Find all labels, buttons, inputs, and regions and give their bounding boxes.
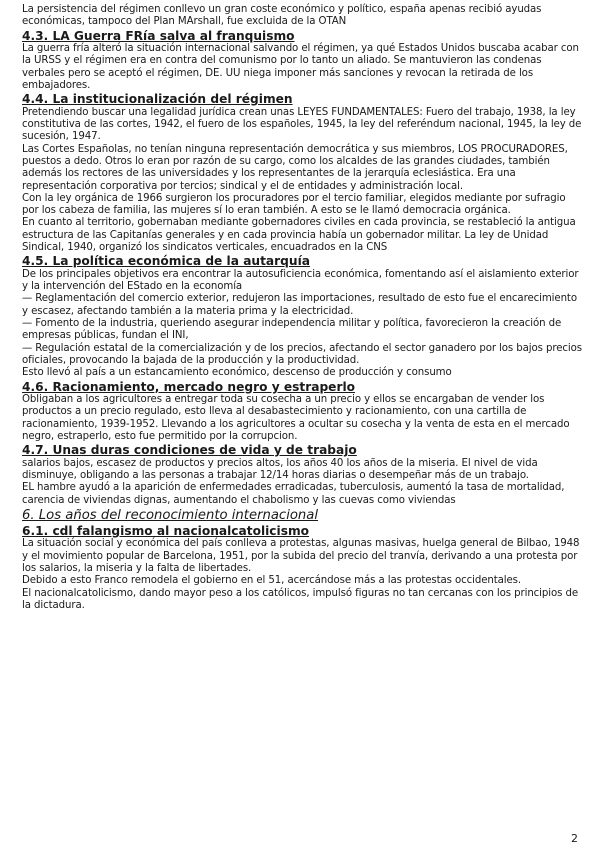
list-item: — Regulación estatal de la comercialización y de los precios, afectando el sector ganadero por los bajos precios oficiales, provocando la bajada de la producción y la productividad.: [22, 342, 582, 366]
paragraph: Obligaban a los agricultores a entregar toda su cosecha a un precio y ellos se encargaban de vender los productos a un precio regulado, esto lleva al desabastecimiento y racionamiento, con una cartilla de racionamiento, 1939-1952. Llevando a los agricultores a ocultar su cosecha y la venta de esta en el mercado negro, estraperlo, esto fue permitido por la corrupcion.: [22, 394, 570, 442]
paragraph: Con la ley orgánica de 1966 surgieron los procuradores por el tercio familiar, elegidos mediante por sufragio por los cabeza de familia, las mujeres sí lo eran también. A esto se le llamó democracia orgánica.: [22, 192, 566, 217]
list-item: — Reglamentación del comercio exterior, redujeron las importaciones, resultado de esto fue el encarecimiento y escasez, afectando también a la materia prima y la electricidad.: [22, 293, 577, 317]
paragraph: Las Cortes Españolas, no tenían ninguna representación democrática y sus miembros, LOS PROCURADORES, puestos a dedo. Otros lo eran por razón de su cargo, como los alcaldes de las grandes ciudades, también además los rectores de las universidades y los representantes de la jerarquía eclesiástica. Era una representación corporativa por tercios; sindical y el de entidades y administración local.: [22, 143, 568, 192]
heading-4-7: 4.7. Unas duras condiciones de vida y de trabajo: [22, 443, 357, 458]
heading-4-3: 4.3. LA Guerra FRía salva al franquismo: [22, 28, 295, 43]
paragraph: EL hambre ayudó a la aparición de enfermedades erradicadas, tuberculosis, aumentó la tasa de mortalidad, carencia de viviendas dignas, aumentando el chabolismo y las cuevas como viviendas: [22, 482, 565, 506]
paragraph: salarios bajos, escasez de productos y precios altos, los años 40 los años de la miseria. El nivel de vida disminuye, obligando a las personas a trabajar 12/14 horas diarias o desempeñar más de un trabajo.: [22, 457, 538, 481]
paragraph: Debido a esto Franco remodela el gobierno en el 51, acercándose más a las protestas occidentales.: [22, 575, 522, 587]
heading-6: 6. Los años del reconocimiento internacional: [22, 507, 319, 523]
list-item: — Fomento de la industria, queriendo asegurar independencia militar y política, favorecieron la creación de empresas públicas, fundan el INI,: [22, 318, 562, 342]
intro-paragraph: La persistencia del régimen conllevo un gran coste económico y político, españa apenas recibió ayudas económicas, tampoco del Plan MArshall, fue excluida de la OTAN: [22, 4, 542, 28]
paragraph: De los principales objetivos era encontrar la autosuficiencia económica, fomentando así el aislamiento exterior y la intervención del EStado en la economía: [22, 268, 579, 293]
heading-4-5: 4.5. La política económica de la autarquía: [22, 254, 310, 269]
heading-4-6: 4.6. Racionamiento, mercado negro y estraperlo: [22, 379, 356, 394]
heading-4-4: 4.4. La institucionalización del régimen: [22, 92, 293, 107]
paragraph: En cuanto al territorio, gobernaban mediante gobernadores civiles en cada provincia, se restableció la antigua estructura de las Capitanías generales y en cada provincia había un gobernador militar. La ley de Unidad Sindical, 1940, organizó los sindicatos verticales, encuadrados en la CNS: [22, 217, 576, 254]
paragraph: El nacionalcatolicismo, dando mayor peso a los católicos, impulsó figuras no tan cercanas con los principios de la dictadura.: [22, 587, 579, 611]
paragraph: Esto llevó al país a un estancamiento económico, descenso de producción y consumo: [22, 367, 452, 379]
paragraph: La guerra fría alteró la situación internacional salvando el régimen, ya qué Estados Unidos buscaba acabar con la URSS y el régimen era en contra del comunismo por lo tanto un aliado. Se mantuvieron las condenas verbales pero se aceptó el régimen, DE. UU niega imponer más sanciones y revocan la retirada de los embajadores.: [22, 43, 579, 91]
paragraph: Pretendiendo buscar una legalidad jurídica crean unas LEYES FUNDAMENTALES: Fuero del trabajo, 1938, la ley constitutiva de las cortes, 1942, el fuero de los españoles, 1945, la ley del referéndum nacional, 1945, la ley de sucesión, 1947.: [22, 106, 582, 143]
page-number: 2: [571, 832, 578, 845]
paragraph: La situación social y económica del país conlleva a protestas, algunas masivas, huelga general de Bilbao, 1948 y el movimiento popular de Barcelona, 1951, por la subida del precio del tranvía, derivando a una protesta por los salarios, la miseria y la falta de libertades.: [22, 538, 580, 574]
heading-6-1: 6.1. cdl falangismo al nacionalcatolicismo: [22, 523, 310, 538]
document-page: [22, 4, 582, 612]
